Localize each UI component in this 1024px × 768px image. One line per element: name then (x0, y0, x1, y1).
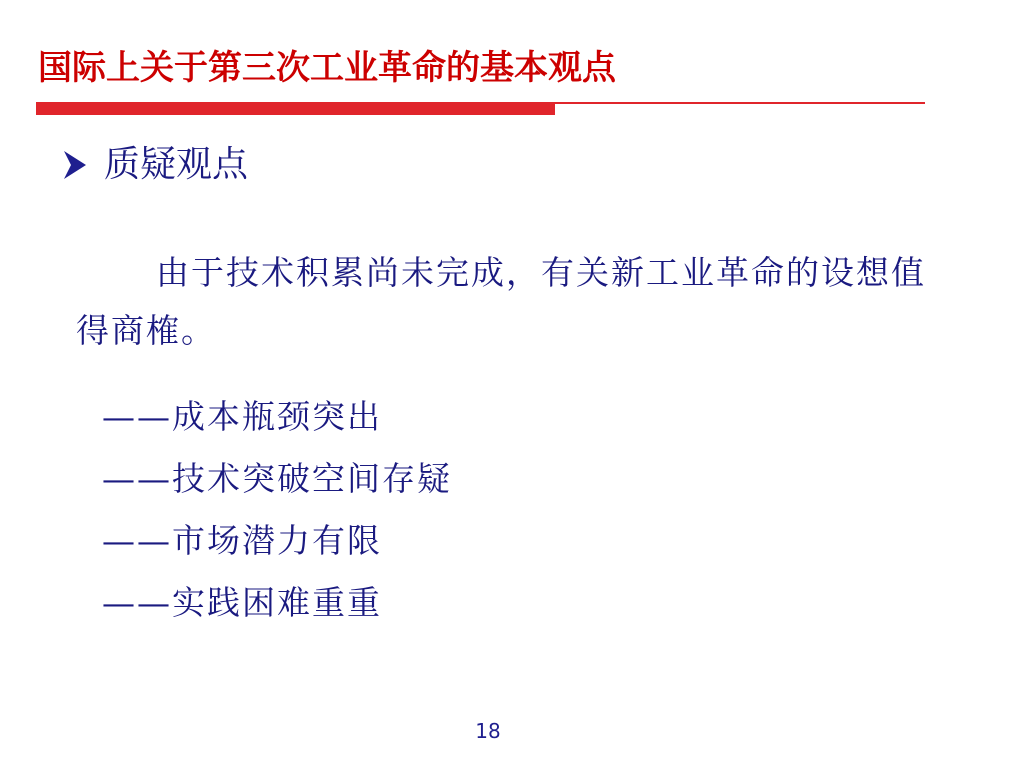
heading-text: 质疑观点 (104, 144, 249, 185)
arrow-bullet-icon (62, 150, 88, 180)
title-underline-thin (555, 102, 925, 104)
list-item: ——实践困难重重 (102, 583, 382, 622)
bullet-heading (62, 142, 248, 188)
page-number: 18 (475, 719, 501, 743)
list-item: ——成本瓶颈突出 (102, 397, 382, 436)
body-paragraph: 由于技术积累尚未完成，有关新工业革命的设想值得商榷。 (76, 253, 926, 350)
slide-title: 国际上关于第三次工业革命的基本观点 (38, 48, 616, 88)
point-list (102, 386, 452, 634)
title-underline-thick (36, 102, 555, 115)
list-item: ——市场潜力有限 (102, 521, 382, 560)
list-item: ——技术突破空间存疑 (102, 459, 452, 498)
